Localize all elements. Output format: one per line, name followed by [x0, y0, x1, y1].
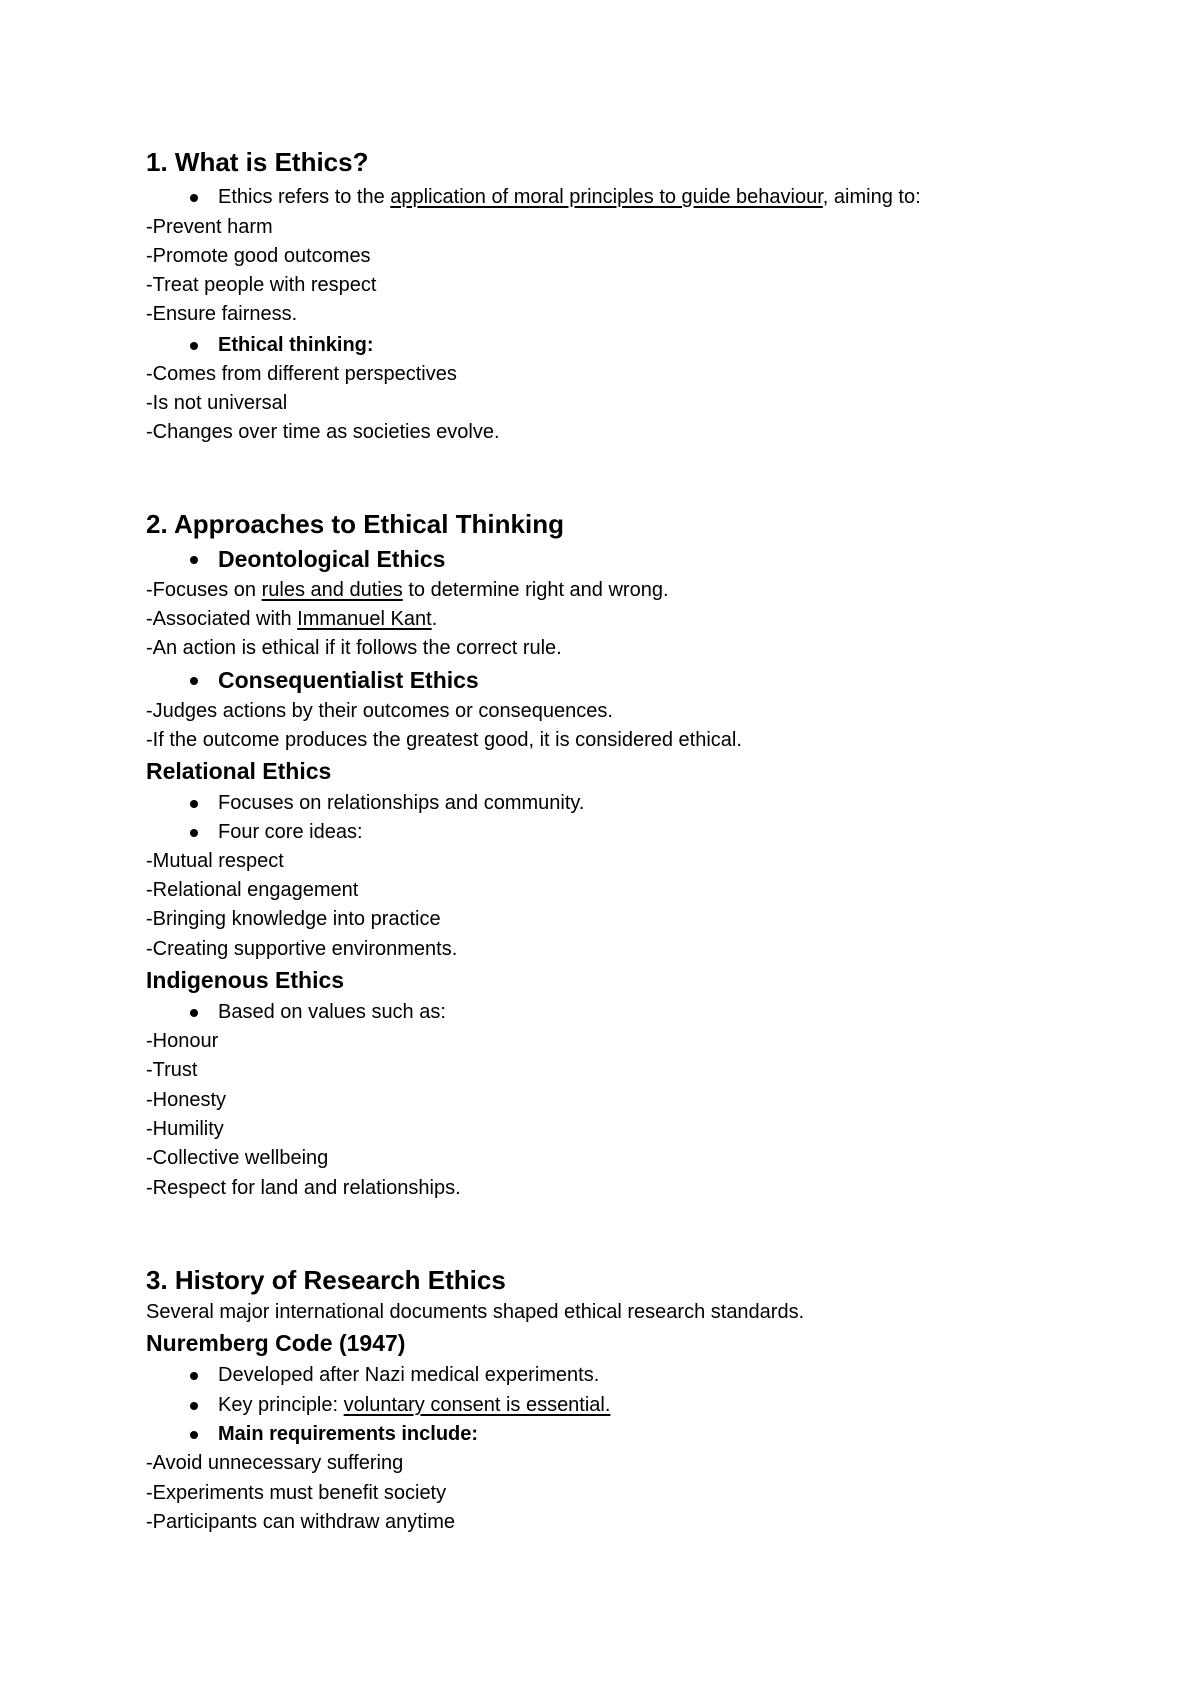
- text-fragment: -Focuses on: [146, 579, 262, 601]
- text-fragment: to determine right and wrong.: [402, 579, 669, 601]
- list-item: -Trust: [146, 1059, 198, 1081]
- relational-heading: Relational Ethics: [146, 758, 332, 784]
- list-item: -Creating supportive environments.: [146, 938, 458, 960]
- list-item: [218, 1392, 610, 1418]
- list-item: -Respect for land and relationships.: [146, 1177, 461, 1199]
- list-item: -Humility: [146, 1118, 224, 1140]
- list-item: -If the outcome produces the greatest good, it is considered ethical.: [146, 729, 742, 751]
- list-item: -Treat people with respect: [146, 274, 377, 296]
- list-item: -Prevent harm: [146, 216, 273, 238]
- list-item: Focuses on relationships and community.: [218, 792, 585, 814]
- list-item: -Bringing knowledge into practice: [146, 908, 441, 930]
- section-2-heading: 2. Approaches to Ethical Thinking: [146, 509, 564, 539]
- list-item: -Mutual respect: [146, 850, 284, 872]
- underlined-term: rules and duties: [261, 579, 403, 601]
- list-item: -An action is ethical if it follows the correct rule.: [146, 637, 562, 659]
- list-item: Developed after Nazi medical experiments.: [218, 1364, 600, 1386]
- list-item: Four core ideas:: [218, 821, 363, 843]
- underlined-term: Immanuel Kant: [297, 608, 432, 630]
- list-item: [146, 606, 437, 632]
- ethics-definition-bullet: [218, 184, 921, 210]
- list-item: -Honour: [146, 1030, 219, 1052]
- indigenous-heading: Indigenous Ethics: [146, 967, 345, 993]
- list-item: Based on values such as:: [218, 1001, 446, 1023]
- text-fragment: .: [431, 608, 438, 630]
- list-item: -Avoid unnecessary suffering: [146, 1452, 404, 1474]
- list-item: -Participants can withdraw anytime: [146, 1511, 456, 1533]
- main-requirements-bullet: Main requirements include:: [218, 1423, 479, 1445]
- underlined-principle: voluntary consent is essential.: [343, 1394, 611, 1416]
- list-item: -Comes from different perspectives: [146, 363, 457, 385]
- list-item: -Is not universal: [146, 392, 288, 414]
- consequentialist-heading: Consequentialist Ethics: [218, 667, 479, 693]
- text-fragment: Ethics refers to the: [218, 186, 391, 208]
- text-fragment: , aiming to:: [822, 186, 921, 208]
- section-3-heading: 3. History of Research Ethics: [146, 1265, 506, 1295]
- section-1-heading: 1. What is Ethics?: [146, 147, 369, 177]
- list-item: -Promote good outcomes: [146, 245, 371, 267]
- deontological-heading: Deontological Ethics: [218, 546, 446, 572]
- text-fragment: -Associated with: [146, 608, 298, 630]
- text-fragment: Key principle:: [218, 1394, 344, 1416]
- underlined-definition: application of moral principles to guide behaviour: [390, 186, 823, 208]
- list-item: -Experiments must benefit society: [146, 1482, 447, 1504]
- list-item: -Collective wellbeing: [146, 1147, 329, 1169]
- list-item: -Changes over time as societies evolve.: [146, 421, 500, 443]
- ethical-thinking-bullet: Ethical thinking:: [218, 334, 374, 356]
- list-item: -Ensure fairness.: [146, 303, 298, 325]
- list-item: -Relational engagement: [146, 879, 359, 901]
- nuremberg-heading: Nuremberg Code (1947): [146, 1330, 406, 1356]
- list-item: [146, 577, 669, 603]
- list-item: -Judges actions by their outcomes or consequences.: [146, 700, 613, 722]
- section-3-intro: Several major international documents shaped ethical research standards.: [146, 1301, 805, 1323]
- list-item: -Honesty: [146, 1089, 227, 1111]
